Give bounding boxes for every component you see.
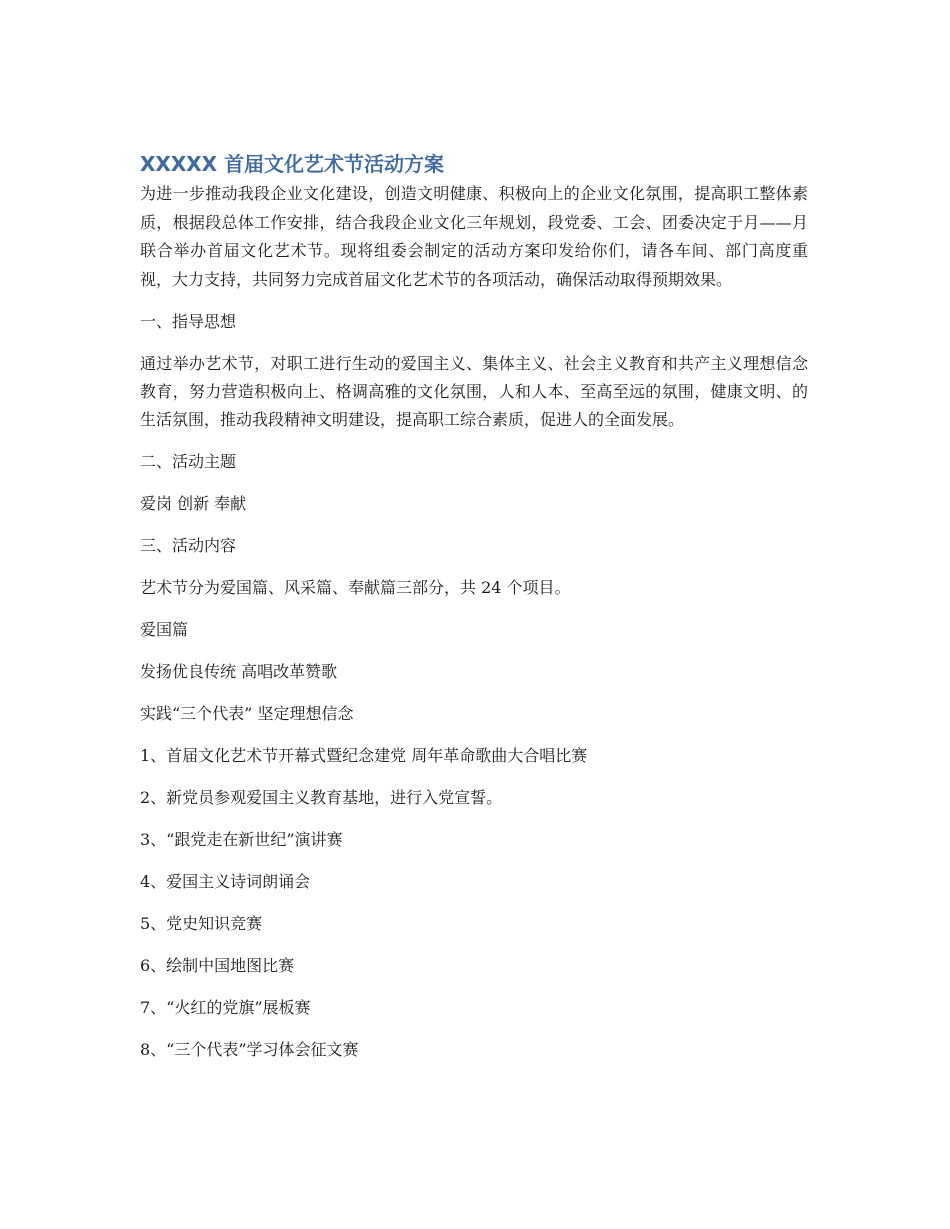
document-title: XXXXX 首届文化艺术节活动方案 — [140, 152, 445, 176]
section-body-content: 艺术节分为爱国篇、风采篇、奉献篇三部分，共 24 个项目。 — [140, 578, 571, 597]
document-body — [140, 150, 808, 1064]
list-item: 5、党史知识竞赛 — [140, 914, 263, 933]
section-heading-content: 三、活动内容 — [140, 536, 237, 555]
list-item: 7、“火红的党旗”展板赛 — [140, 998, 311, 1017]
slogan-line: 实践“三个代表” 坚定理想信念 — [140, 704, 354, 723]
list-item: 8、“三个代表”学习体会征文赛 — [140, 1040, 359, 1059]
list-item: 6、绘制中国地图比赛 — [140, 956, 295, 975]
intro-paragraph: 为进一步推动我段企业文化建设，创造文明健康、积极向上的企业文化氛围，提高职工整体素质，根据段总体工作安排，结合我段企业文化三年规划，段党委、工会、团委决定于月——月联合举办首届文化艺术节。现将组委会制定的活动方案印发给你们，请各车间、部门高度重视，大力支持，共同努力完成首届文化艺术节的各项活动，确保活动取得预期效果。 — [140, 184, 808, 289]
list-item: 3、“跟党走在新世纪”演讲赛 — [140, 830, 343, 849]
section-heading-guiding-ideology: 一、指导思想 — [140, 312, 237, 331]
slogan-line: 发扬优良传统 高唱改革赞歌 — [140, 662, 338, 681]
list-item: 2、新党员参观爱国主义教育基地，进行入党宣誓。 — [140, 788, 503, 807]
list-item: 4、爱国主义诗词朗诵会 — [140, 872, 311, 891]
section-body-theme: 爱岗 创新 奉献 — [140, 494, 247, 513]
list-item: 1、首届文化艺术节开幕式暨纪念建党 周年革命歌曲大合唱比赛 — [140, 746, 588, 765]
section-body-guiding-ideology: 通过举办艺术节，对职工进行生动的爱国主义、集体主义、社会主义教育和共产主义理想信念教育，努力营造积极向上、格调高雅的文化氛围，人和人本、至高至远的氛围，健康文明、的生活氛围，推动我段精神文明建设，提高职工综合素质，促进人的全面发展。 — [140, 354, 808, 429]
part-heading-patriotism: 爱国篇 — [140, 620, 189, 639]
section-heading-theme: 二、活动主题 — [140, 452, 237, 471]
